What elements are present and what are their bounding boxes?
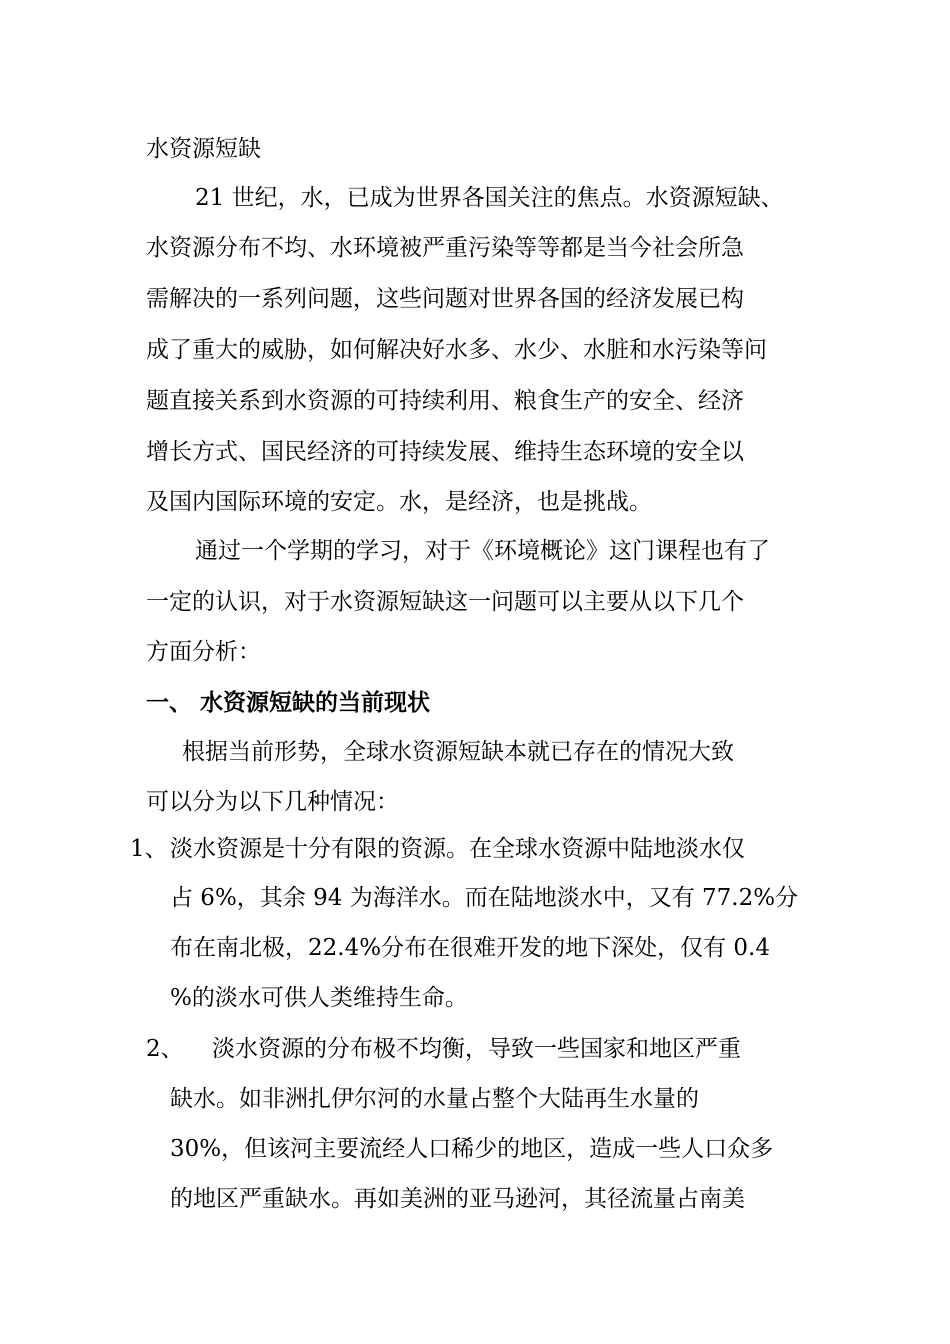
list-item-line: 占 6%，其余 94 为海洋水。而在陆地淡水中，又有 77.2%分 [170,885,799,911]
list-marker: 2、 [146,1036,184,1062]
section-title: 水资源短缺的当前现状 [200,689,430,716]
list-item-line: 淡水资源的分布极不均衡，导致一些国家和地区严重 [212,1036,741,1062]
paragraph-line: 一定的认识，对于水资源短缺这一问题可以主要从以下几个 [146,589,744,615]
list-marker: 1、 [130,836,168,862]
paragraph-line: 根据当前形势，全球水资源短缺本就已存在的情况大致 [182,739,734,765]
paragraph-line: 通过一个学期的学习，对于《环境概论》这门课程也有了 [195,538,770,564]
paragraph-line: 需解决的一系列问题，这些问题对世界各国的经济发展已构 [146,286,744,312]
list-item-line: 布在南北极，22.4%分布在很难开发的地下深处，仅有 0.4 [170,935,770,961]
paragraph-line: 成了重大的威胁，如何解决好水多、水少、水脏和水污染等问 [146,337,767,363]
document-title: 水资源短缺 [146,136,261,162]
paragraph-line: 增长方式、国民经济的可持续发展、维持生态环境的安全以 [146,439,744,465]
paragraph-line: 方面分析： [146,639,261,665]
list-item-line: 淡水资源是十分有限的资源。在全球水资源中陆地淡水仅 [170,836,745,862]
list-item-line: 缺水。如非洲扎伊尔河的水量占整个大陆再生水量的 [170,1086,699,1112]
list-item-line: %的淡水可供人类维持生命。 [170,985,468,1011]
paragraph-line: 题直接关系到水资源的可持续利用、粮食生产的安全、经济 [146,388,744,414]
list-item-line: 30%，但该河主要流经人口稀少的地区，造成一些人口众多 [170,1136,774,1162]
paragraph-line: 21 世纪，水，已成为世界各国关注的焦点。水资源短缺、 [195,185,784,211]
paragraph-line: 水资源分布不均、水环境被严重污染等等都是当今社会所急 [146,235,744,261]
list-item-line: 的地区严重缺水。再如美洲的亚马逊河，其径流量占南美 [170,1186,745,1212]
paragraph-line: 及国内国际环境的安定。水，是经济，也是挑战。 [146,489,652,515]
section-number: 一、 [146,689,192,716]
paragraph-line: 可以分为以下几种情况： [146,789,399,815]
